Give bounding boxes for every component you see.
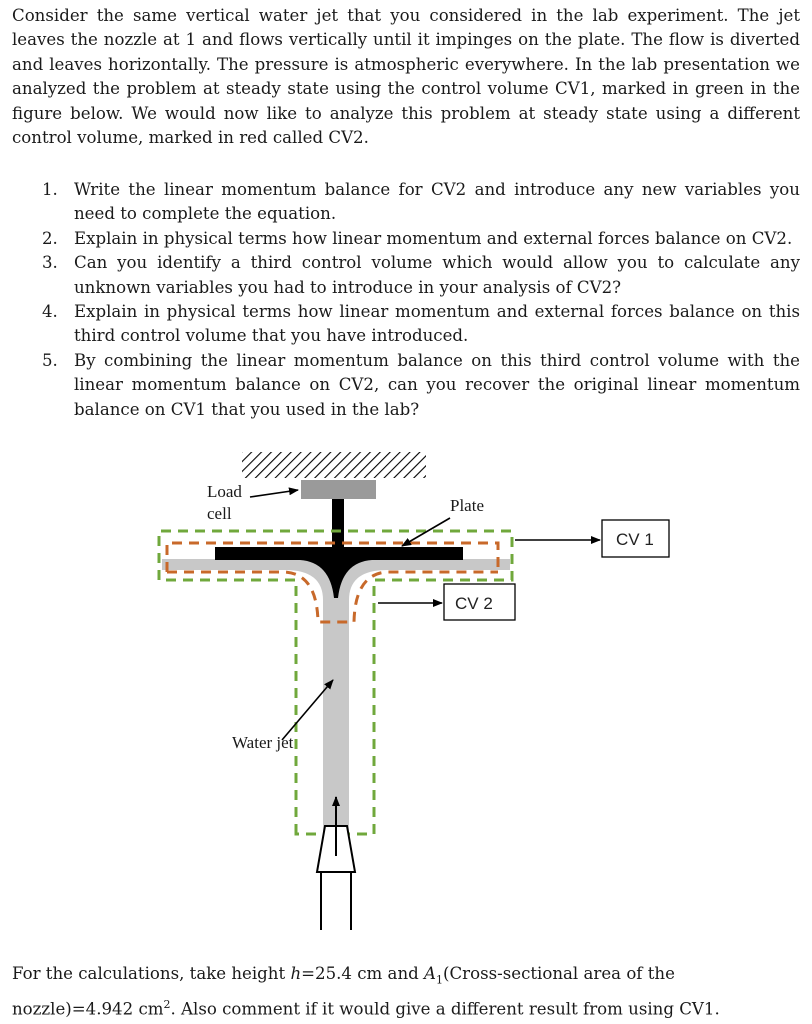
load-cell-leader [250, 490, 298, 497]
ceiling-hatch [242, 452, 426, 478]
load-cell [301, 480, 376, 499]
water-jet-label: Water jet [232, 733, 294, 752]
question-text: Explain in physical terms how linear momentum and external forces balance on this third control volume that you have introduced. [74, 302, 800, 346]
question-number: 2. [42, 228, 58, 248]
outro-part2: =25.4 cm and [301, 964, 425, 983]
water-jet-column [323, 594, 349, 832]
question-item [36, 227, 800, 251]
jet-figure [0, 440, 812, 940]
question-item [36, 300, 800, 349]
plate-label: Plate [450, 496, 484, 515]
load-cell-rod [332, 499, 344, 547]
outro-part4: . Also comment if it would give a different result from using CV1. [170, 999, 720, 1019]
load-cell-label-line1: Load [207, 482, 242, 501]
a-subscript: 1 [436, 973, 444, 987]
problem-intro: Consider the same vertical water jet that you considered in the lab experiment. The jet leaves the nozzle at 1 and flows vertically until it impinges on the plate. The flow is diverted and leaves horizontally. The pressure is atmospheric everywhere. In the lab presentation we analyzed the problem at steady state using the control volume CV1, marked in green in the figure below. We would now like to analyze this problem at steady state using a different control volume, marked in red called CV2. [12, 6, 800, 148]
jet-diagram [0, 440, 812, 940]
question-number: 3. [42, 253, 58, 273]
question-number: 1. [42, 180, 58, 199]
question-text: Can you identify a third control volume which would allow you to calculate any unknown variables you had to introduce in your analysis of CV2? [74, 253, 800, 297]
question-list [36, 178, 800, 422]
load-cell-label-line2: cell [207, 504, 232, 523]
plate [215, 547, 463, 560]
question-item [36, 349, 800, 422]
cv2-label: CV 2 [455, 594, 493, 613]
question-item [36, 251, 800, 300]
question-text: By combining the linear momentum balance on this third control volume with the linear momentum balance on CV2, can you recover the original linear momentum balance on CV1 that you used in the lab? [74, 350, 800, 419]
area-superscript: 2 [163, 997, 171, 1011]
a-variable: A [424, 964, 437, 983]
question-number: 4. [42, 302, 58, 322]
question-text: Write the linear momentum balance for CV2 and introduce any new variables you need to complete the equation. [74, 180, 800, 224]
calculation-note [12, 962, 800, 1022]
outro-part3: (Cross-sectional area of the nozzle)=4.942 cm [12, 964, 675, 1019]
cv1-label: CV 1 [616, 530, 654, 549]
question-text: Explain in physical terms how linear momentum and external forces balance on CV2. [74, 228, 793, 248]
question-number: 5. [42, 350, 58, 370]
question-item [36, 178, 800, 227]
outro-part1: For the calculations, take height [12, 964, 291, 983]
h-variable: h [290, 964, 302, 983]
